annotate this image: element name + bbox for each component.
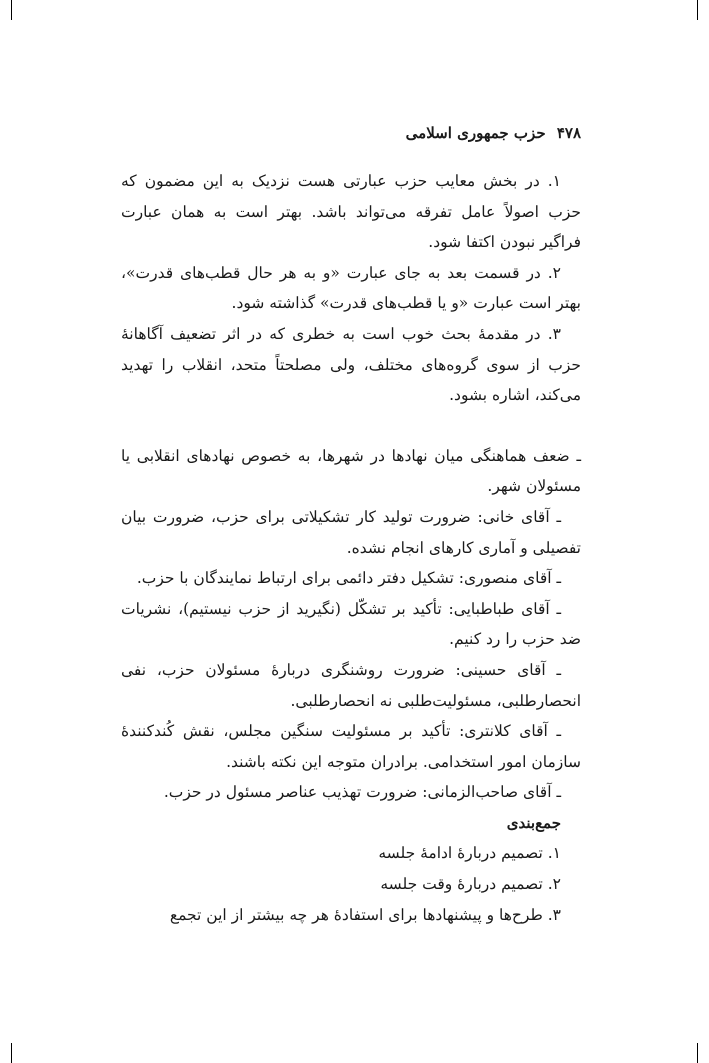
summary-item-3: ۳. طرح‌ها و پیشنهادها برای استفادهٔ هر چه بیشتر از این تجمع [169, 905, 561, 924]
page-header [121, 124, 581, 142]
note-3: ۳. در مقدمهٔ بحث خوب است به خطری که در اثر تضعیف آگاهانهٔ حزب از سوی گروه‌های مختلف، ولی مصلحتاً متحد، انقلاب را تهدید می‌کند، اشاره بشود. [121, 324, 581, 405]
section-gap [121, 411, 581, 441]
crop-mark-bottom-right [697, 1043, 698, 1063]
remark-3: ـ آقای منصوری: تشکیل دفتر دائمی برای ارتباط نمایندگان با حزب. [136, 569, 561, 588]
remark-5: ـ آقای حسینی: ضرورت روشنگری دربارهٔ مسئولان حزب، نفی انحصارطلبی، مسئولیت‌طلبی نه انحصارطلبی. [121, 660, 581, 710]
remark-6: ـ آقای کلانتری: تأکید بر مسئولیت سنگین مجلس، نقش کُندکنندهٔ سازمان امور استخدامی. برادران متوجه این نکته باشند. [121, 722, 581, 771]
remark-4: ـ آقای طباطبایی: تأکید بر تشکّل (نگیرید از حزب نیستیم)، نشریات ضد حزب را رد کنیم. [121, 599, 581, 649]
summary-heading: جمع‌بندی [506, 813, 561, 832]
summary-list [121, 838, 581, 930]
remark-1: ـ ضعف هماهنگی میان نهادها در شهرها، به خصوص نهادهای انقلابی یا مسئولان شهر. [121, 446, 581, 496]
crop-mark-top-right [697, 0, 698, 20]
note-1: ۱. در بخش معایب حزب عبارتی هست نزدیک به این مضمون که حزب اصولاً عامل تفرقه می‌تواند باشد. بهتر است به همان عبارت فراگیر نبودن اکتفا شود. [121, 172, 581, 252]
summary-item-1: ۱. تصمیم دربارهٔ ادامهٔ جلسه [378, 844, 561, 863]
page-number: ۴۷۸ [556, 124, 581, 142]
note-2: ۲. در قسمت بعد به جای عبارت «و به هر حال قطب‌های قدرت»، بهتر است عبارت «و یا قطب‌های قدرت» گذاشته شود. [121, 263, 581, 313]
crop-mark-top-left [11, 0, 12, 20]
remark-2: ـ آقای خانی: ضرورت تولید کار تشکیلاتی برای حزب، ضرورت بیان تفصیلی و آماری کارهای انجام نشده. [121, 507, 581, 557]
running-title: حزب جمهوری اسلامی [405, 124, 546, 142]
page-body [121, 166, 581, 930]
crop-mark-bottom-left [11, 1043, 12, 1063]
summary-item-2: ۲. تصمیم دربارهٔ وقت جلسه [380, 875, 561, 894]
remark-7: ـ آقای صاحب‌الزمانی: ضرورت تهذیب عناصر مسئول در حزب. [163, 783, 561, 802]
